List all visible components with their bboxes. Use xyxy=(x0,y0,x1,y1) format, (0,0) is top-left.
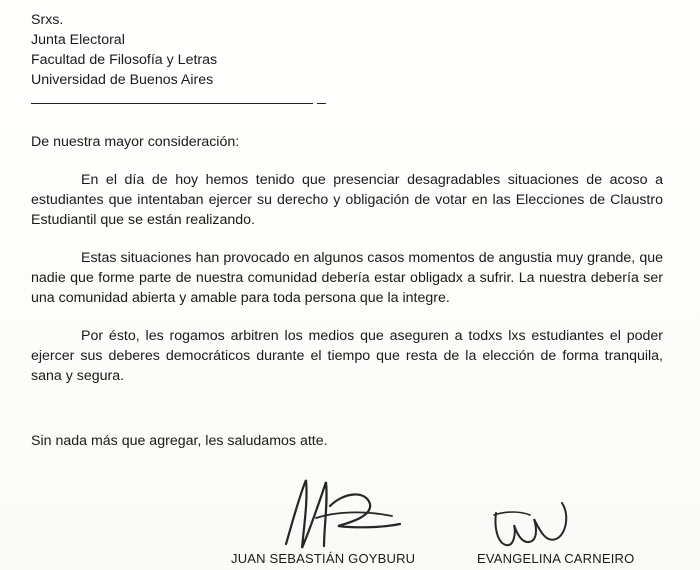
closing-line: Sin nada más que agregar, les saludamos atte. xyxy=(31,433,328,449)
signatory-name: EVANGELINA CARNEIRO xyxy=(477,551,635,566)
recipient-faculty: Facultad de Filosofía y Letras xyxy=(31,52,218,68)
signatory-name: JUAN SEBASTIÁN GOYBURU xyxy=(231,551,416,566)
address-underline xyxy=(31,103,313,104)
body-paragraph: En el día de hoy hemos tenido que presenciar desagradables situaciones de acoso a estudiantes que intentaban ejercer su derecho y obligación de votar en las Elecciones de Claustro Estudiantil que se están realizando. xyxy=(31,172,663,228)
body-paragraph: Estas situaciones han provocado en algunos casos momentos de angustia muy grande, que nadie que forme parte de nuestra comunidad debería estar obligadx a sufrir. La nuestra debería ser una comunidad abierta y amable para toda persona que la integre. xyxy=(31,250,663,306)
signature-carneiro xyxy=(484,495,594,555)
salutation: De nuestra mayor consideración: xyxy=(31,134,240,150)
recipient-board: Junta Electoral xyxy=(31,32,125,48)
recipient-university: Universidad de Buenos Aires xyxy=(31,72,214,88)
signature-goyburu xyxy=(268,466,408,556)
recipient-block xyxy=(31,10,391,90)
recipient-salutation: Srxs. xyxy=(31,12,64,28)
body-paragraph: Por ésto, les rogamos arbitren los medios que aseguren a todxs lxs estudiantes el poder ejercer sus deberes democráticos durante el tiempo que resta de la elección de forma tranquila, sana y segura. xyxy=(31,328,663,384)
address-underline-tail xyxy=(317,103,326,104)
